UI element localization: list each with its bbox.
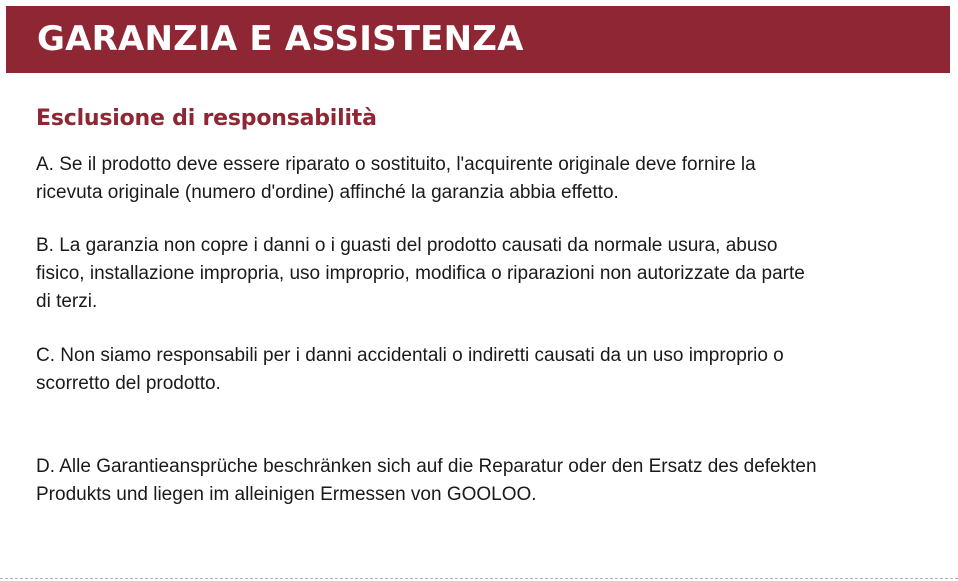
paragraph-line: fisico, installazione impropria, uso improprio, modifica o riparazioni non autorizzate da parte <box>36 263 805 284</box>
paragraph-line: ricevuta originale (numero d'ordine) affinché la garanzia abbia effetto. <box>36 182 619 203</box>
paragraph-d <box>36 453 936 509</box>
title-banner <box>6 6 950 73</box>
paragraph-line: A. Se il prodotto deve essere riparato o sostituito, l'acquirente originale deve fornire la <box>36 154 756 175</box>
paragraph-b <box>36 232 936 316</box>
paragraph-line: Produkts und liegen im alleinigen Ermessen von GOOLOO. <box>36 484 537 505</box>
paragraph-line: scorretto del prodotto. <box>36 373 221 394</box>
bottom-divider <box>0 578 958 579</box>
paragraph-line: di terzi. <box>36 291 98 312</box>
paragraph-line: D. Alle Garantieansprüche beschränken sich auf die Reparatur oder den Ersatz des defekten <box>36 456 817 477</box>
paragraph-a <box>36 151 936 207</box>
paragraph-line: C. Non siamo responsabili per i danni accidentali o indiretti causati da un uso improprio o <box>36 345 784 366</box>
page-title: GARANZIA E ASSISTENZA <box>37 19 524 59</box>
section-heading: Esclusione di responsabilità <box>36 106 377 131</box>
paragraph-c <box>36 342 936 398</box>
paragraph-line: B. La garanzia non copre i danni o i guasti del prodotto causati da normale usura, abuso <box>36 235 778 256</box>
